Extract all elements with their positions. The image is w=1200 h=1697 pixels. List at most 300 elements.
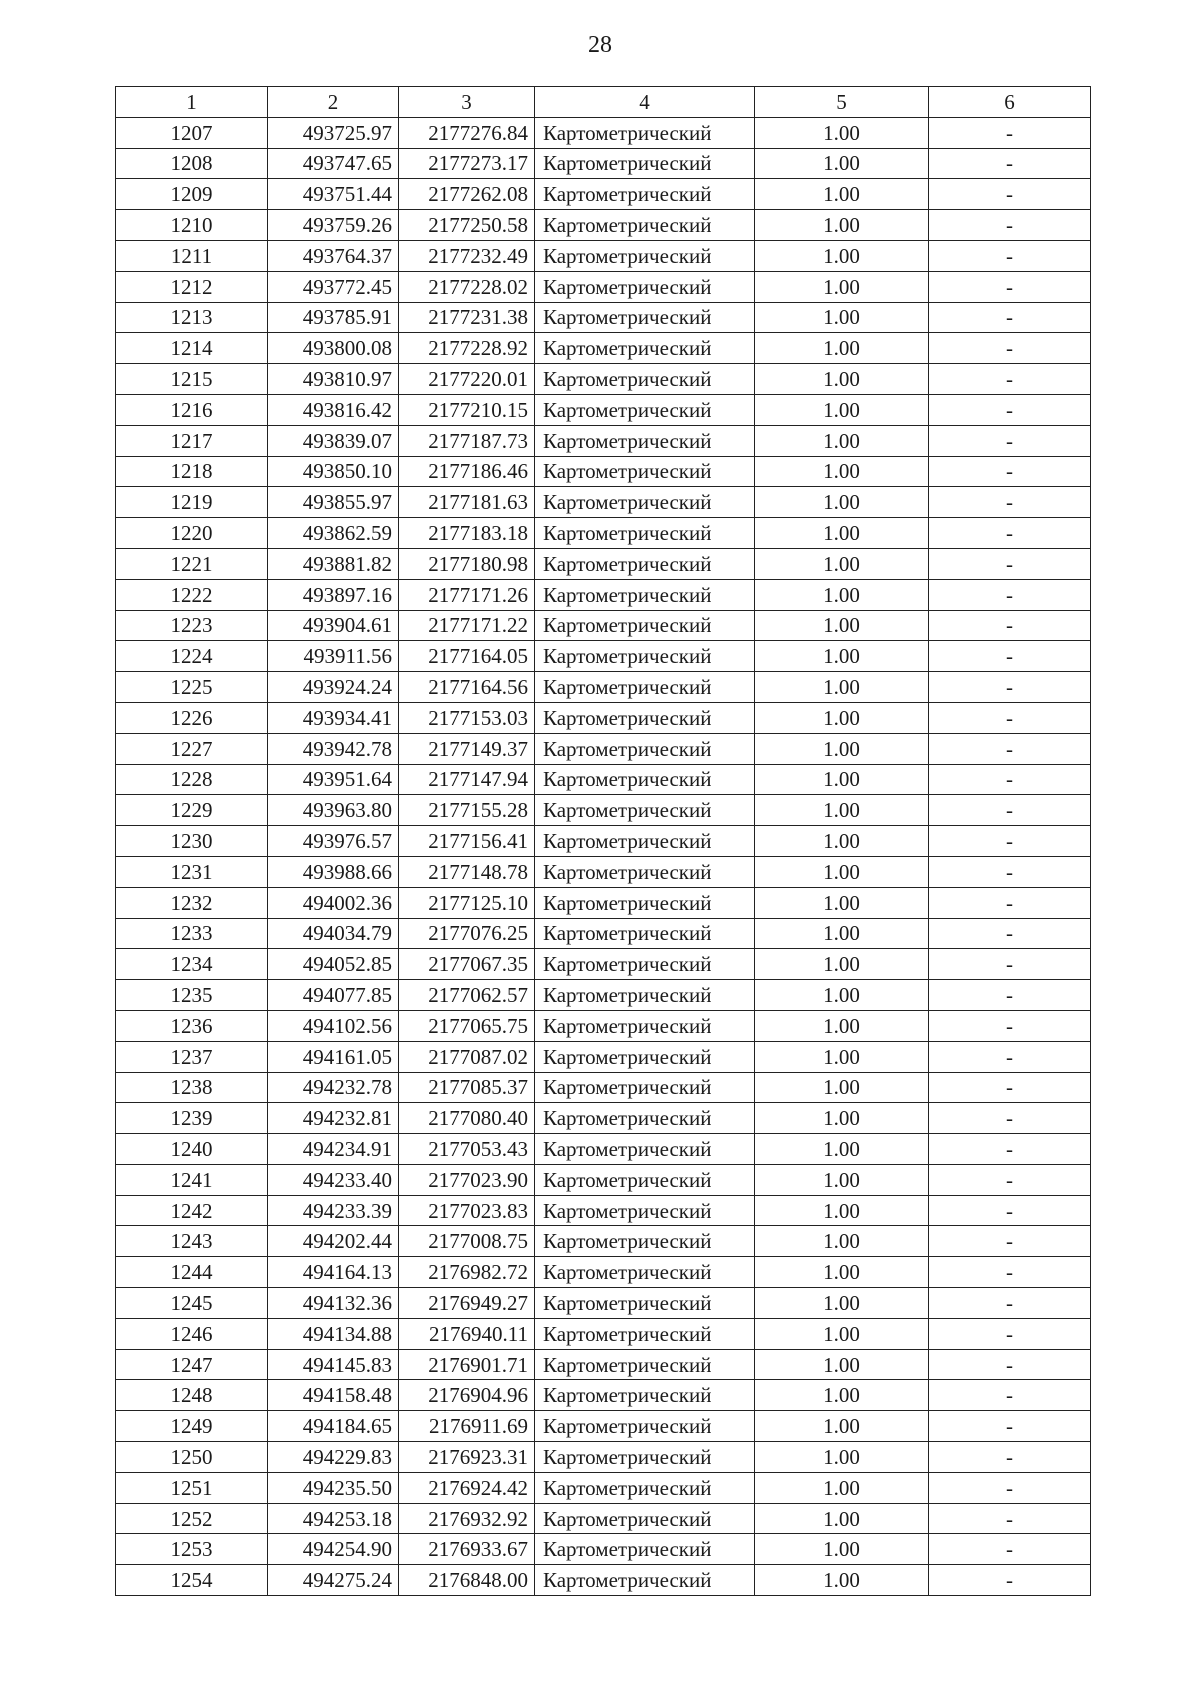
point-number-cell: 1237 [116,1041,268,1072]
x-coordinate-cell: 494275.24 [268,1565,399,1596]
table-row [116,1072,1091,1103]
table-row [116,456,1091,487]
note-cell: - [929,302,1091,333]
point-number-cell: 1224 [116,641,268,672]
point-number-cell: 1236 [116,1010,268,1041]
method-cell: Картометрический [535,1226,755,1257]
x-coordinate-cell: 493816.42 [268,394,399,425]
accuracy-cell: 1.00 [755,333,929,364]
x-coordinate-cell: 494145.83 [268,1349,399,1380]
y-coordinate-cell: 2177183.18 [399,518,535,549]
x-coordinate-cell: 494233.40 [268,1164,399,1195]
table-row [116,1565,1091,1596]
accuracy-cell: 1.00 [755,826,929,857]
accuracy-cell: 1.00 [755,240,929,271]
method-cell: Картометрический [535,117,755,148]
table-row [116,394,1091,425]
x-coordinate-cell: 494229.83 [268,1442,399,1473]
x-coordinate-cell: 493725.97 [268,117,399,148]
table-row [116,487,1091,518]
x-coordinate-cell: 494164.13 [268,1257,399,1288]
point-number-cell: 1225 [116,672,268,703]
accuracy-cell: 1.00 [755,456,929,487]
x-coordinate-cell: 494077.85 [268,980,399,1011]
x-coordinate-cell: 493850.10 [268,456,399,487]
y-coordinate-cell: 2177187.73 [399,425,535,456]
x-coordinate-cell: 494232.81 [268,1103,399,1134]
note-cell: - [929,1349,1091,1380]
note-cell: - [929,1072,1091,1103]
table-row [116,302,1091,333]
table-row [116,1442,1091,1473]
note-cell: - [929,610,1091,641]
method-cell: Картометрический [535,1411,755,1442]
y-coordinate-cell: 2177250.58 [399,210,535,241]
y-coordinate-cell: 2177155.28 [399,795,535,826]
note-cell: - [929,425,1091,456]
method-cell: Картометрический [535,1010,755,1041]
note-cell: - [929,148,1091,179]
method-cell: Картометрический [535,364,755,395]
note-cell: - [929,733,1091,764]
table-row [116,1472,1091,1503]
method-cell: Картометрический [535,1349,755,1380]
accuracy-cell: 1.00 [755,1472,929,1503]
table-row [116,826,1091,857]
method-cell: Картометрический [535,856,755,887]
accuracy-cell: 1.00 [755,1257,929,1288]
accuracy-cell: 1.00 [755,918,929,949]
method-cell: Картометрический [535,456,755,487]
table-row [116,1164,1091,1195]
method-cell: Картометрический [535,1503,755,1534]
note-cell: - [929,333,1091,364]
y-coordinate-cell: 2177171.22 [399,610,535,641]
method-cell: Картометрический [535,641,755,672]
note-cell: - [929,856,1091,887]
method-cell: Картометрический [535,240,755,271]
point-number-cell: 1226 [116,702,268,733]
y-coordinate-cell: 2177065.75 [399,1010,535,1041]
method-cell: Картометрический [535,548,755,579]
point-number-cell: 1248 [116,1380,268,1411]
table-row [116,1380,1091,1411]
note-cell: - [929,980,1091,1011]
point-number-cell: 1239 [116,1103,268,1134]
point-number-cell: 1253 [116,1534,268,1565]
note-cell: - [929,1195,1091,1226]
accuracy-cell: 1.00 [755,1503,929,1534]
point-number-cell: 1228 [116,764,268,795]
y-coordinate-cell: 2176848.00 [399,1565,535,1596]
point-number-cell: 1207 [116,117,268,148]
table-row [116,949,1091,980]
y-coordinate-cell: 2176924.42 [399,1472,535,1503]
point-number-cell: 1209 [116,179,268,210]
table-row [116,918,1091,949]
method-cell: Картометрический [535,610,755,641]
accuracy-cell: 1.00 [755,672,929,703]
accuracy-cell: 1.00 [755,548,929,579]
method-cell: Картометрический [535,271,755,302]
table-row [116,425,1091,456]
y-coordinate-cell: 2177232.49 [399,240,535,271]
method-cell: Картометрический [535,887,755,918]
method-cell: Картометрический [535,1442,755,1473]
accuracy-cell: 1.00 [755,702,929,733]
point-number-cell: 1227 [116,733,268,764]
method-cell: Картометрический [535,333,755,364]
x-coordinate-cell: 494134.88 [268,1318,399,1349]
point-number-cell: 1230 [116,826,268,857]
accuracy-cell: 1.00 [755,1226,929,1257]
table-row [116,1010,1091,1041]
method-cell: Картометрический [535,980,755,1011]
accuracy-cell: 1.00 [755,1442,929,1473]
note-cell: - [929,394,1091,425]
y-coordinate-cell: 2177171.26 [399,579,535,610]
method-cell: Картометрический [535,425,755,456]
y-coordinate-cell: 2177228.02 [399,271,535,302]
accuracy-cell: 1.00 [755,887,929,918]
table-row [116,579,1091,610]
method-cell: Картометрический [535,148,755,179]
method-cell: Картометрический [535,795,755,826]
point-number-cell: 1221 [116,548,268,579]
x-coordinate-cell: 493772.45 [268,271,399,302]
y-coordinate-cell: 2177087.02 [399,1041,535,1072]
accuracy-cell: 1.00 [755,610,929,641]
note-cell: - [929,487,1091,518]
note-cell: - [929,887,1091,918]
accuracy-cell: 1.00 [755,271,929,302]
y-coordinate-cell: 2177125.10 [399,887,535,918]
point-number-cell: 1250 [116,1442,268,1473]
x-coordinate-cell: 494132.36 [268,1288,399,1319]
method-cell: Картометрический [535,1195,755,1226]
method-cell: Картометрический [535,1288,755,1319]
point-number-cell: 1238 [116,1072,268,1103]
y-coordinate-cell: 2177210.15 [399,394,535,425]
table-row [116,333,1091,364]
note-cell: - [929,579,1091,610]
point-number-cell: 1218 [116,456,268,487]
x-coordinate-cell: 493800.08 [268,333,399,364]
y-coordinate-cell: 2177220.01 [399,364,535,395]
x-coordinate-cell: 494234.91 [268,1134,399,1165]
method-cell: Картометрический [535,764,755,795]
y-coordinate-cell: 2176982.72 [399,1257,535,1288]
note-cell: - [929,1010,1091,1041]
note-cell: - [929,826,1091,857]
accuracy-cell: 1.00 [755,518,929,549]
point-number-cell: 1222 [116,579,268,610]
point-number-cell: 1215 [116,364,268,395]
accuracy-cell: 1.00 [755,949,929,980]
y-coordinate-cell: 2177062.57 [399,980,535,1011]
point-number-cell: 1217 [116,425,268,456]
x-coordinate-cell: 493764.37 [268,240,399,271]
point-number-cell: 1208 [116,148,268,179]
accuracy-cell: 1.00 [755,1103,929,1134]
table-row [116,1195,1091,1226]
x-coordinate-cell: 493839.07 [268,425,399,456]
x-coordinate-cell: 493862.59 [268,518,399,549]
note-cell: - [929,1164,1091,1195]
y-coordinate-cell: 2177156.41 [399,826,535,857]
x-coordinate-cell: 493963.80 [268,795,399,826]
header-row [116,87,1091,118]
y-coordinate-cell: 2177085.37 [399,1072,535,1103]
point-number-cell: 1214 [116,333,268,364]
y-coordinate-cell: 2177149.37 [399,733,535,764]
note-cell: - [929,271,1091,302]
method-cell: Картометрический [535,1472,755,1503]
table-row [116,1534,1091,1565]
accuracy-cell: 1.00 [755,1349,929,1380]
accuracy-cell: 1.00 [755,487,929,518]
accuracy-cell: 1.00 [755,764,929,795]
method-cell: Картометрический [535,826,755,857]
note-cell: - [929,1534,1091,1565]
x-coordinate-cell: 493942.78 [268,733,399,764]
point-number-cell: 1213 [116,302,268,333]
method-cell: Картометрический [535,1318,755,1349]
x-coordinate-cell: 494102.56 [268,1010,399,1041]
y-coordinate-cell: 2177231.38 [399,302,535,333]
table-body [116,117,1091,1595]
method-cell: Картометрический [535,1041,755,1072]
y-coordinate-cell: 2177053.43 [399,1134,535,1165]
note-cell: - [929,548,1091,579]
note-cell: - [929,1134,1091,1165]
note-cell: - [929,764,1091,795]
table-row [116,733,1091,764]
page-number: 28 [588,32,612,58]
x-coordinate-cell: 493759.26 [268,210,399,241]
note-cell: - [929,1318,1091,1349]
y-coordinate-cell: 2177180.98 [399,548,535,579]
x-coordinate-cell: 494254.90 [268,1534,399,1565]
note-cell: - [929,210,1091,241]
y-coordinate-cell: 2176949.27 [399,1288,535,1319]
table-row [116,548,1091,579]
accuracy-cell: 1.00 [755,1534,929,1565]
note-cell: - [929,117,1091,148]
x-coordinate-cell: 493855.97 [268,487,399,518]
note-cell: - [929,918,1091,949]
note-cell: - [929,240,1091,271]
table-row [116,672,1091,703]
table-row [116,1288,1091,1319]
accuracy-cell: 1.00 [755,1565,929,1596]
y-coordinate-cell: 2177080.40 [399,1103,535,1134]
method-cell: Картометрический [535,394,755,425]
x-coordinate-cell: 493747.65 [268,148,399,179]
y-coordinate-cell: 2177148.78 [399,856,535,887]
note-cell: - [929,1472,1091,1503]
y-coordinate-cell: 2177164.56 [399,672,535,703]
x-coordinate-cell: 493904.61 [268,610,399,641]
coordinates-table [115,86,1091,1596]
y-coordinate-cell: 2176940.11 [399,1318,535,1349]
x-coordinate-cell: 494184.65 [268,1411,399,1442]
note-cell: - [929,179,1091,210]
x-coordinate-cell: 493951.64 [268,764,399,795]
y-coordinate-cell: 2177164.05 [399,641,535,672]
table-row [116,240,1091,271]
note-cell: - [929,641,1091,672]
accuracy-cell: 1.00 [755,394,929,425]
method-cell: Картометрический [535,179,755,210]
table-row [116,856,1091,887]
point-number-cell: 1254 [116,1565,268,1596]
method-cell: Картометрический [535,1103,755,1134]
table-row [116,117,1091,148]
x-coordinate-cell: 493751.44 [268,179,399,210]
note-cell: - [929,795,1091,826]
point-number-cell: 1252 [116,1503,268,1534]
point-number-cell: 1210 [116,210,268,241]
method-cell: Картометрический [535,1134,755,1165]
accuracy-cell: 1.00 [755,1318,929,1349]
x-coordinate-cell: 494034.79 [268,918,399,949]
x-coordinate-cell: 494202.44 [268,1226,399,1257]
note-cell: - [929,1288,1091,1319]
note-cell: - [929,1565,1091,1596]
y-coordinate-cell: 2177076.25 [399,918,535,949]
y-coordinate-cell: 2177262.08 [399,179,535,210]
point-number-cell: 1244 [116,1257,268,1288]
table-row [116,148,1091,179]
accuracy-cell: 1.00 [755,980,929,1011]
note-cell: - [929,1503,1091,1534]
accuracy-cell: 1.00 [755,856,929,887]
table-row [116,1103,1091,1134]
note-cell: - [929,518,1091,549]
method-cell: Картометрический [535,1257,755,1288]
x-coordinate-cell: 494233.39 [268,1195,399,1226]
point-number-cell: 1220 [116,518,268,549]
x-coordinate-cell: 493911.56 [268,641,399,672]
point-number-cell: 1246 [116,1318,268,1349]
x-coordinate-cell: 493934.41 [268,702,399,733]
note-cell: - [929,364,1091,395]
method-cell: Картометрический [535,487,755,518]
accuracy-cell: 1.00 [755,1380,929,1411]
table-row [116,795,1091,826]
accuracy-cell: 1.00 [755,179,929,210]
note-cell: - [929,702,1091,733]
point-number-cell: 1247 [116,1349,268,1380]
point-number-cell: 1223 [116,610,268,641]
method-cell: Картометрический [535,672,755,703]
note-cell: - [929,1226,1091,1257]
note-cell: - [929,1103,1091,1134]
method-cell: Картометрический [535,1380,755,1411]
method-cell: Картометрический [535,702,755,733]
accuracy-cell: 1.00 [755,1288,929,1319]
accuracy-cell: 1.00 [755,795,929,826]
accuracy-cell: 1.00 [755,1195,929,1226]
accuracy-cell: 1.00 [755,117,929,148]
y-coordinate-cell: 2177153.03 [399,702,535,733]
y-coordinate-cell: 2177186.46 [399,456,535,487]
y-coordinate-cell: 2176932.92 [399,1503,535,1534]
accuracy-cell: 1.00 [755,1041,929,1072]
y-coordinate-cell: 2177273.17 [399,148,535,179]
x-coordinate-cell: 493785.91 [268,302,399,333]
table-row [116,179,1091,210]
header-cell: 5 [755,87,929,118]
method-cell: Картометрический [535,1565,755,1596]
note-cell: - [929,1442,1091,1473]
accuracy-cell: 1.00 [755,579,929,610]
table-row [116,210,1091,241]
table-row [116,1318,1091,1349]
table-row [116,518,1091,549]
table-row [116,1134,1091,1165]
point-number-cell: 1229 [116,795,268,826]
accuracy-cell: 1.00 [755,302,929,333]
table-row [116,1041,1091,1072]
point-number-cell: 1216 [116,394,268,425]
point-number-cell: 1242 [116,1195,268,1226]
x-coordinate-cell: 493988.66 [268,856,399,887]
y-coordinate-cell: 2176933.67 [399,1534,535,1565]
x-coordinate-cell: 493881.82 [268,548,399,579]
method-cell: Картометрический [535,733,755,764]
table-row [116,980,1091,1011]
note-cell: - [929,1411,1091,1442]
method-cell: Картометрический [535,918,755,949]
y-coordinate-cell: 2177181.63 [399,487,535,518]
point-number-cell: 1243 [116,1226,268,1257]
note-cell: - [929,949,1091,980]
point-number-cell: 1234 [116,949,268,980]
y-coordinate-cell: 2176911.69 [399,1411,535,1442]
point-number-cell: 1219 [116,487,268,518]
table-row [116,1411,1091,1442]
method-cell: Картометрический [535,518,755,549]
note-cell: - [929,1257,1091,1288]
accuracy-cell: 1.00 [755,1072,929,1103]
point-number-cell: 1212 [116,271,268,302]
note-cell: - [929,456,1091,487]
accuracy-cell: 1.00 [755,210,929,241]
x-coordinate-cell: 494002.36 [268,887,399,918]
note-cell: - [929,672,1091,703]
y-coordinate-cell: 2177023.90 [399,1164,535,1195]
method-cell: Картометрический [535,1072,755,1103]
y-coordinate-cell: 2177067.35 [399,949,535,980]
x-coordinate-cell: 493810.97 [268,364,399,395]
point-number-cell: 1245 [116,1288,268,1319]
y-coordinate-cell: 2177228.92 [399,333,535,364]
point-number-cell: 1232 [116,887,268,918]
table-row [116,641,1091,672]
accuracy-cell: 1.00 [755,1411,929,1442]
accuracy-cell: 1.00 [755,148,929,179]
table-row [116,610,1091,641]
header-cell: 2 [268,87,399,118]
header-cell: 4 [535,87,755,118]
y-coordinate-cell: 2176901.71 [399,1349,535,1380]
note-cell: - [929,1041,1091,1072]
table-row [116,1349,1091,1380]
header-cell: 6 [929,87,1091,118]
table-row [116,271,1091,302]
